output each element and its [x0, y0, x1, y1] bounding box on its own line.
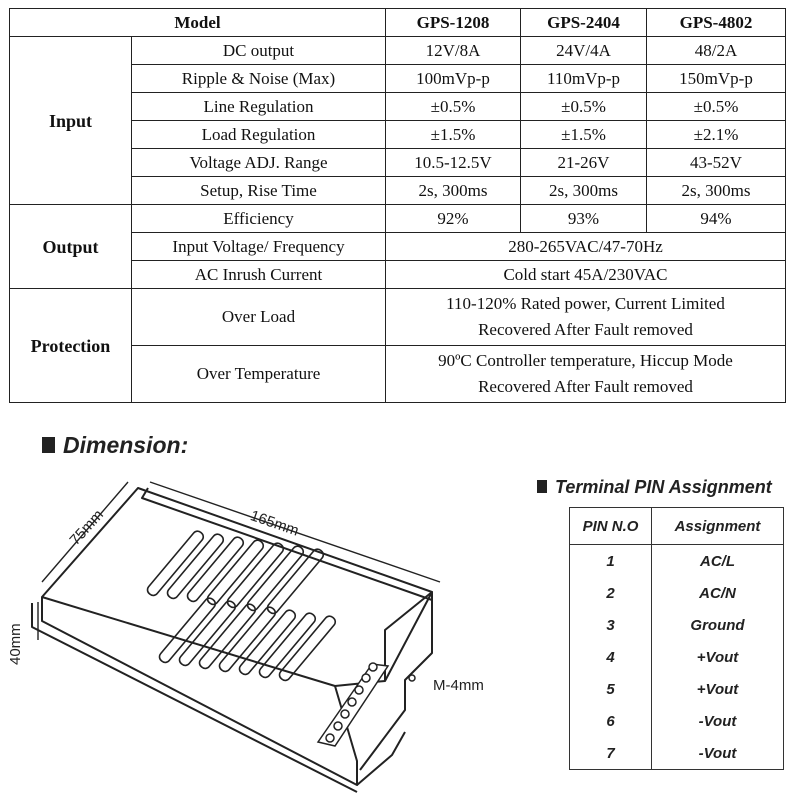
header-gps-2404: GPS-2404 — [521, 9, 647, 37]
cell-value: ±0.5% — [521, 93, 647, 121]
cell-value: 21-26V — [521, 149, 647, 177]
pin-number: 7 — [570, 737, 652, 770]
header-gps-1208: GPS-1208 — [386, 9, 521, 37]
header-gps-4802: GPS-4802 — [647, 9, 786, 37]
cell-value: 2s, 300ms — [647, 177, 786, 205]
cell-value: ±1.5% — [521, 121, 647, 149]
table-row — [570, 641, 784, 673]
cell-value: 24V/4A — [521, 37, 647, 65]
table-row — [10, 289, 786, 346]
cell-value: 2s, 300ms — [521, 177, 647, 205]
screw-label: M-4mm — [433, 677, 484, 694]
vent-slots — [145, 529, 337, 682]
table-row — [570, 673, 784, 705]
pin-number: 2 — [570, 577, 652, 609]
spec-table — [9, 8, 786, 403]
cell-value: 2s, 300ms — [386, 177, 521, 205]
pin-assignment: Ground — [690, 616, 745, 634]
cell-value: ±0.5% — [647, 93, 786, 121]
dimension-heading-text: Dimension: — [63, 432, 189, 458]
pin-assignment: +Vout — [696, 680, 739, 698]
pin-number: 1 — [570, 545, 652, 578]
pin-number: 4 — [570, 641, 652, 673]
spec-header-row — [10, 9, 786, 37]
cell-value: ±2.1% — [647, 121, 786, 149]
cell-value — [386, 289, 786, 346]
cell-value: Cold start 45A/230VAC — [386, 261, 786, 289]
over-temp-line-2: Recovered After Fault removed — [478, 377, 693, 396]
pin-table — [569, 507, 784, 770]
cell-value: 92% — [386, 205, 521, 233]
pin-assignment: -Vout — [698, 712, 737, 730]
cell-value: 94% — [647, 205, 786, 233]
cell-value: 93% — [521, 205, 647, 233]
row-label: Efficiency — [132, 205, 386, 233]
row-label: Line Regulation — [132, 93, 386, 121]
terminal-block — [318, 663, 415, 746]
terminal-pin-heading — [537, 477, 772, 498]
cell-value: 12V/8A — [386, 37, 521, 65]
pin-assignment: -Vout — [698, 744, 737, 762]
header-pin-no: PIN N.O — [570, 508, 652, 545]
cell-value: 280-265VAC/47-70Hz — [386, 233, 786, 261]
over-temp-line-1: 90ºC Controller temperature, Hiccup Mode — [438, 351, 733, 370]
cell-value: 43-52V — [647, 149, 786, 177]
cell-value: 48/2A — [647, 37, 786, 65]
row-label: Ripple & Noise (Max) — [132, 65, 386, 93]
pin-assignment: AC/L — [700, 552, 735, 570]
cell-value: 110mVp-p — [521, 65, 647, 93]
cell-value: 10.5-12.5V — [386, 149, 521, 177]
cell-value: 100mVp-p — [386, 65, 521, 93]
table-row — [570, 545, 784, 578]
table-row — [10, 37, 786, 65]
table-row — [10, 205, 786, 233]
over-load-line-2: Recovered After Fault removed — [478, 320, 693, 339]
row-label: Over Load — [132, 289, 386, 346]
section-input: Input — [10, 37, 132, 205]
row-label: Input Voltage/ Frequency — [132, 233, 386, 261]
dimension-drawing — [0, 470, 560, 800]
dimension-lines — [38, 482, 440, 640]
cell-value: ±0.5% — [386, 93, 521, 121]
bullet-square-icon — [42, 437, 55, 453]
pin-number: 5 — [570, 673, 652, 705]
cell-value: ±1.5% — [386, 121, 521, 149]
pin-header-row — [570, 508, 784, 545]
width-label: 75mm — [66, 506, 107, 549]
bullet-square-icon — [537, 480, 547, 493]
dimension-heading — [42, 432, 188, 459]
row-label: Setup, Rise Time — [132, 177, 386, 205]
table-row — [570, 705, 784, 737]
cell-value: 150mVp-p — [647, 65, 786, 93]
header-model: Model — [10, 9, 386, 37]
case-base-edge — [357, 732, 405, 785]
row-label: AC Inrush Current — [132, 261, 386, 289]
section-output: Output — [10, 205, 132, 289]
row-label: DC output — [132, 37, 386, 65]
over-load-line-1: 110-120% Rated power, Current Limited — [446, 294, 725, 313]
pin-assignment: +Vout — [696, 648, 739, 666]
terminal-pin-heading-text: Terminal PIN Assignment — [555, 477, 772, 497]
height-label: 40mm — [7, 623, 24, 665]
cell-value — [386, 346, 786, 403]
section-protection: Protection — [10, 289, 132, 403]
row-label: Over Temperature — [132, 346, 386, 403]
table-row — [570, 737, 784, 770]
header-assignment: Assignment — [652, 508, 784, 545]
length-label: 165mm — [248, 507, 301, 540]
table-row — [570, 577, 784, 609]
pin-assignment: AC/N — [699, 584, 736, 602]
row-label: Load Regulation — [132, 121, 386, 149]
table-row — [570, 609, 784, 641]
row-label: Voltage ADJ. Range — [132, 149, 386, 177]
pin-number: 6 — [570, 705, 652, 737]
pin-number: 3 — [570, 609, 652, 641]
